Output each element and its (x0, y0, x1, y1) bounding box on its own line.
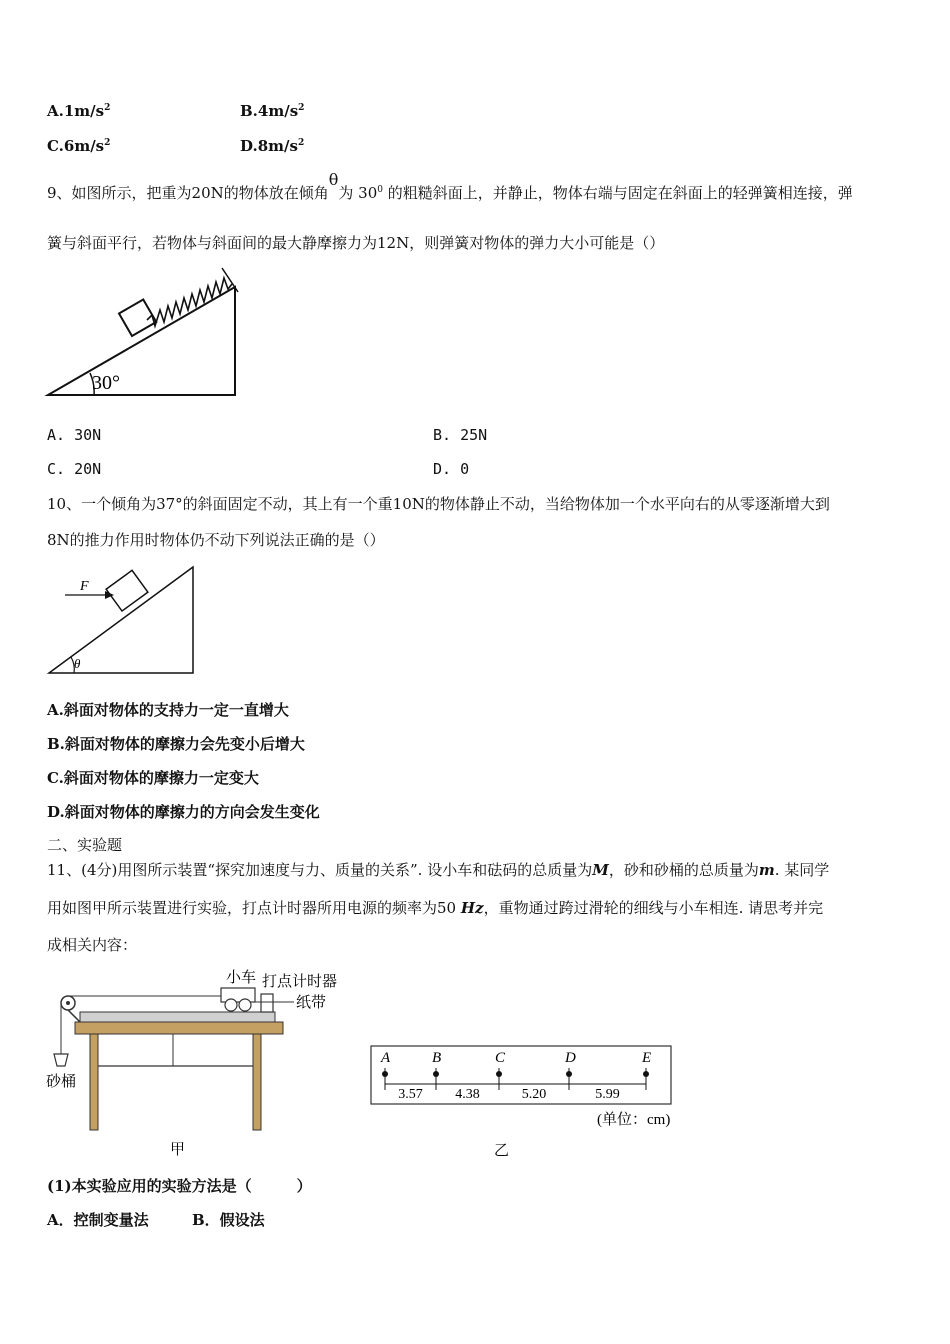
tape-distance-0: 3.57 (398, 1087, 423, 1102)
cart-label: 小车 (226, 970, 257, 986)
q9-option-a[interactable]: A. 30N (47, 426, 102, 444)
tape-point-label-c: C (495, 1050, 506, 1066)
sand-bucket (54, 1054, 68, 1066)
q10-stem-line2: 8N的推力作用时物体仍不动下列说法正确的是（） (47, 531, 385, 549)
q11-sub1-option-a[interactable]: A．控制变量法 (47, 1211, 149, 1229)
tape-distance-2: 5.20 (521, 1087, 547, 1102)
q11-sub1-option-b[interactable]: B．假设法 (192, 1211, 265, 1229)
q10-force-label: F (80, 579, 89, 594)
q9-incline-figure (44, 262, 244, 400)
table-leg-left (90, 1034, 98, 1130)
q10-stem-line1: 10、一个倾角为37°的斜面固定不动，其上有一个重10N的物体静止不动，当给物体加一个水平向右的从零逐渐增大到 (47, 495, 830, 513)
tape-point-label-e: E (642, 1050, 652, 1066)
q9-theta: θ (328, 170, 339, 189)
cart-body (221, 988, 255, 1002)
q10-option-b[interactable]: B.斜面对物体的摩擦力会先变小后增大 (47, 735, 305, 753)
track-board (80, 1012, 275, 1022)
q8-option-a[interactable]: $A.1m/s^2$ (47, 102, 111, 120)
pulley-bracket (68, 1010, 80, 1022)
q11-stem-line3: 成相关内容： (47, 936, 138, 954)
caption-jia: 甲 (170, 1142, 186, 1158)
q10-option-a[interactable]: A.斜面对物体的支持力一定一直增大 (47, 701, 289, 719)
tape-point-label-a: A (381, 1050, 391, 1066)
q10-angle-label: θ (74, 656, 81, 671)
q8-option-d[interactable]: $D.8m/s^2$ (240, 137, 305, 155)
q11-stem-line2: 用如图甲所示装置进行实验，打点计时器所用电源的频率为50 Hz，重物通过跨过滑轮的细线与小车相连. 请思考并完 (47, 899, 824, 917)
q9-stem-line2: 簧与斜面平行，若物体与斜面间的最大静摩擦力为12N，则弹簧对物体的弹力大小可能是（） (47, 234, 665, 252)
q11-figure-yi (365, 1040, 685, 1162)
q8-option-b[interactable]: $B.4m/s^2$ (240, 102, 305, 120)
tape-distance-3: 5.99 (595, 1087, 620, 1102)
q9-angle-label: 30° (92, 372, 120, 394)
tape-unit: (单位：cm) (597, 1112, 671, 1128)
timer-body (261, 994, 273, 1012)
q9-option-c[interactable]: C. 20N (47, 460, 102, 478)
q11-figure-jia (40, 962, 360, 1162)
q8-option-c[interactable]: $C.6m/s^2$ (47, 137, 111, 155)
q9-option-d[interactable]: D. 0 (433, 460, 470, 478)
caption-yi: 乙 (494, 1143, 510, 1159)
timer-label: 打点计时器 (262, 974, 338, 990)
q9-spring (147, 278, 232, 326)
table-leg-right (253, 1034, 261, 1130)
q11-sub1: (1)本实验应用的实验方法是（ ） (47, 1177, 312, 1195)
q10-incline-figure (44, 562, 200, 680)
q9-option-b[interactable]: B. 25N (433, 426, 488, 444)
q9-block (119, 299, 156, 336)
q10-option-d[interactable]: D.斜面对物体的摩擦力的方向会发生变化 (47, 803, 320, 821)
tape-point-label-d: D (565, 1050, 576, 1066)
bucket-label: 砂桶 (46, 1074, 77, 1090)
q9-stem-line1: 9、如图所示，把重为20N的物体放在倾角θ为 $30^0$ 的粗糙斜面上，并静止，物体右端与固定在斜面上的轻弹簧相连接，弹 (47, 170, 853, 202)
cart-wheel-1 (225, 999, 237, 1011)
q10-option-c[interactable]: C.斜面对物体的摩擦力一定变大 (47, 769, 259, 787)
tape-point-label-b: B (432, 1050, 442, 1066)
table-top (75, 1022, 283, 1034)
section-title: 二、实验题 (47, 836, 123, 854)
tape-label: 纸带 (296, 995, 327, 1011)
tape-distance-1: 4.38 (455, 1087, 480, 1102)
q11-stem-line1: 11、(4分)用图所示装置“探究加速度与力、质量的关系”. 设小车和砝码的总质量为M，砂和砂桶的总质量为m. 某同学 (47, 861, 830, 879)
cart-wheel-2 (239, 999, 251, 1011)
